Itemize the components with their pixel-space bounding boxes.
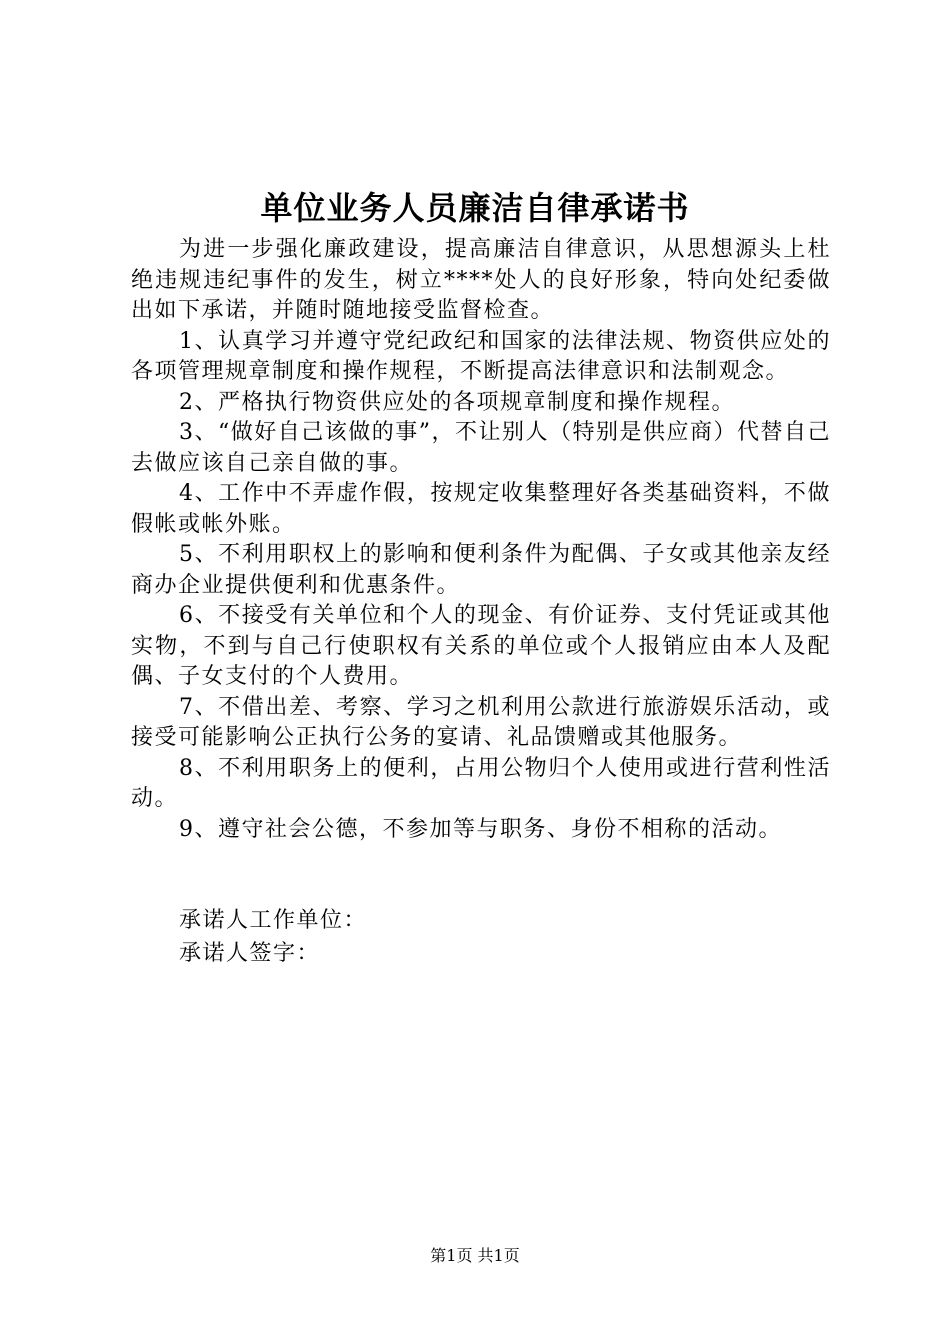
signer-signature-label: 承诺人签字： — [179, 941, 321, 966]
page-footer: 第1页 共1页 — [430, 1246, 520, 1265]
document-title: 单位业务人员廉洁自律承诺书 — [260, 189, 690, 227]
intro-paragraph: 为进一步强化廉政建设，提高廉洁自律意识，从思想源头上杜绝违规违纪事件的发生，树立****处人的良好形象，特向处纪委做出如下承诺，并随时随地接受监督检查。 — [131, 237, 831, 323]
commitment-item-1: 1、认真学习并遵守党纪政纪和国家的法律法规、物资供应处的各项管理规章制度和操作规程，不断提高法律意识和法制观念。 — [131, 328, 831, 384]
commitment-item-2: 2、严格执行物资供应处的各项规章制度和操作规程。 — [179, 389, 735, 415]
commitment-item-4: 4、工作中不弄虚作假，按规定收集整理好各类基础资料，不做假帐或帐外账。 — [131, 481, 831, 537]
document-body — [131, 235, 831, 845]
commitment-item-9: 9、遵守社会公德，不参加等与职务、身份不相称的活动。 — [179, 816, 782, 842]
commitment-item-3: 3、“做好自己该做的事”，不让别人（特别是供应商）代替自己去做应该自己亲自做的事。 — [131, 420, 831, 476]
commitment-item-8: 8、不利用职务上的便利，占用公物归个人使用或进行营利性活动。 — [131, 755, 831, 811]
commitment-item-7: 7、不借出差、考察、学习之机利用公款进行旅游娱乐活动，或接受可能影响公正执行公务的宴请、礼品馈赠或其他服务。 — [131, 694, 831, 750]
signer-unit-label: 承诺人工作单位： — [179, 908, 368, 933]
commitment-item-6: 6、不接受有关单位和个人的现金、有价证券、支付凭证或其他实物，不到与自己行使职权有关系的单位或个人报销应由本人及配偶、子女支付的个人费用。 — [131, 603, 831, 689]
commitment-item-5: 5、不利用职权上的影响和便利条件为配偶、子女或其他亲友经商办企业提供便利和优惠条件。 — [131, 542, 831, 598]
